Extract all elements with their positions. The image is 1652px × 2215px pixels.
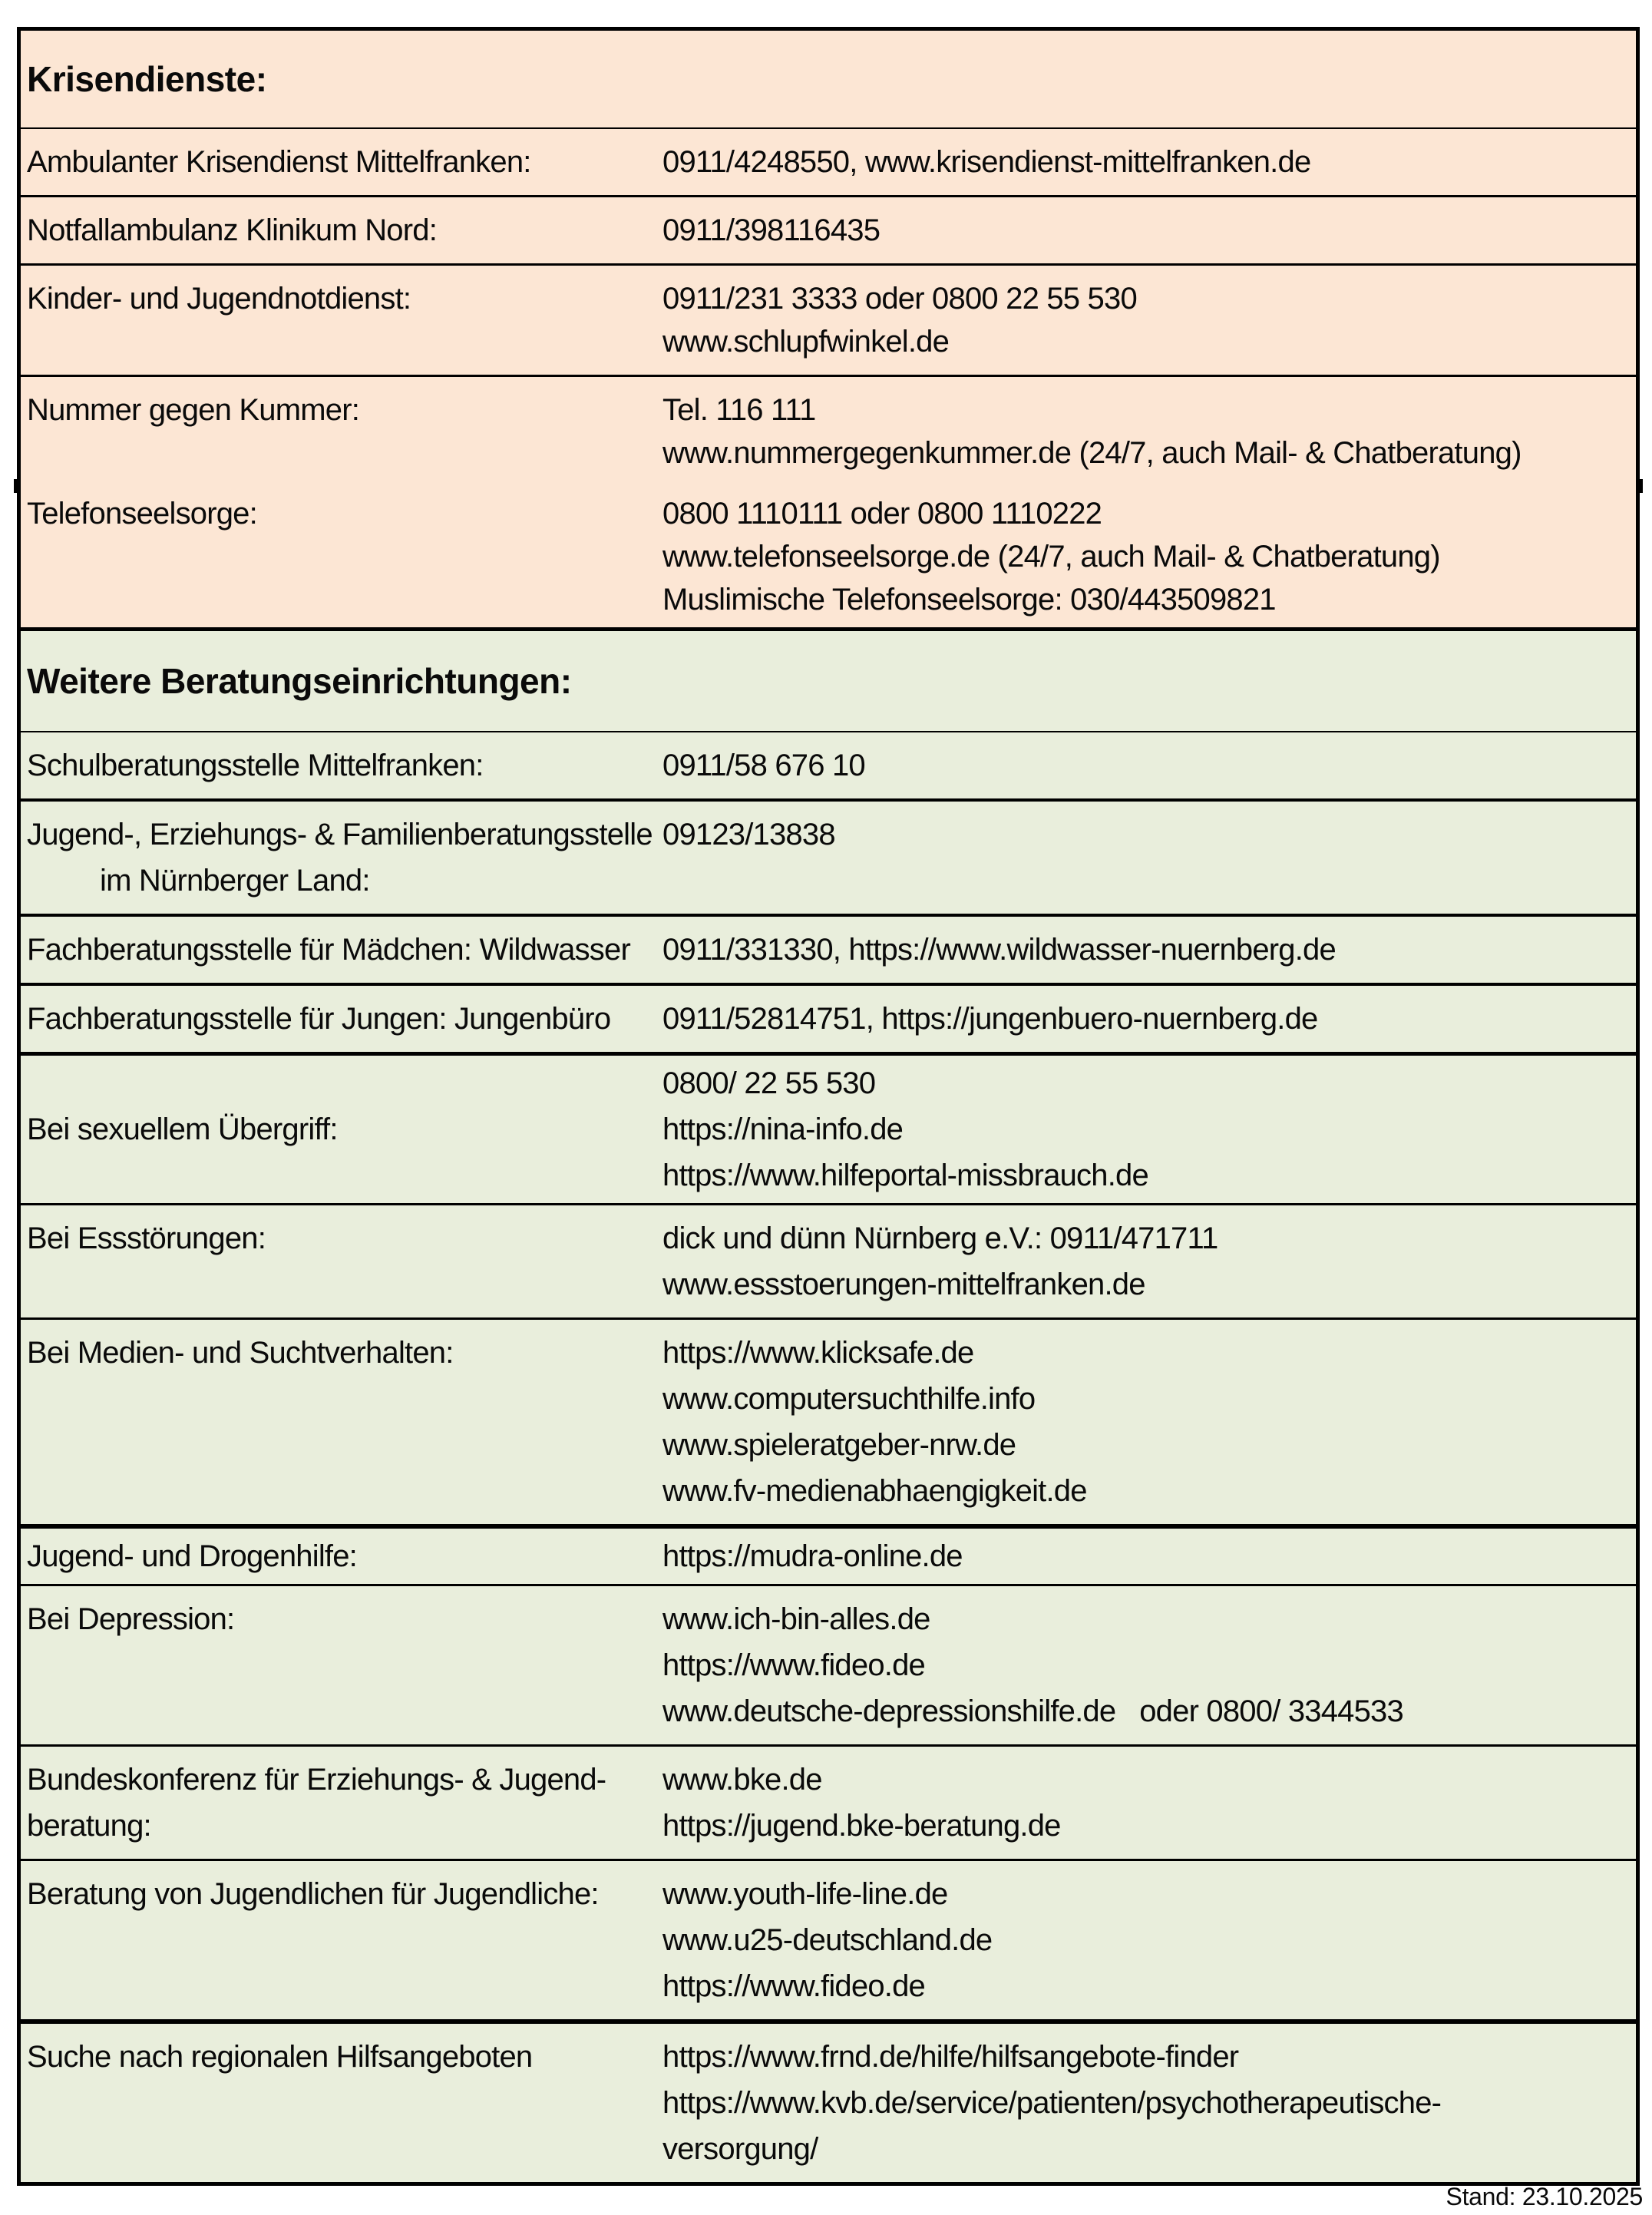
row-label [25,492,661,621]
row-label-line: Jugend- und Drogenhilfe: [27,1539,357,1573]
row-label-line: Bei Essstörungen: [27,1222,266,1255]
row-value-line: 09123/13838 [662,818,835,851]
row-value-line: Muslimische Telefonseelsorge: 030/443509821 [662,583,1276,617]
row-value-line: https://www.klicksafe.de [662,1336,974,1370]
row-label [25,2034,661,2172]
row-label-line: Beratung von Jugendlichen für Jugendliche: [27,1877,599,1911]
row-value [661,927,1628,973]
section-title: Krisendienste: [27,59,267,99]
row-value-line: www.telefonseelsorge.de (24/7, auch Mail- & Chatberatung) [662,540,1440,574]
section-header-krisendienste [21,31,1636,129]
row-value-line: 0911/398116435 [662,213,881,247]
row-value [661,492,1628,621]
contacts-table [17,27,1640,2186]
row-value [661,1330,1628,1514]
row-value [661,1871,1628,2009]
row-label-line: Bei Medien- und Suchtverhalten: [27,1336,454,1370]
row-label-line: Notfallambulanz Klinikum Nord: [27,213,438,247]
row-value-line: https://www.hilfeportal-missbrauch.de [662,1159,1148,1192]
row-label-line: Fachberatungsstelle für Mädchen: Wildwasser [27,933,630,967]
row-value-line: https://mudra-online.de [662,1539,963,1573]
row-value [661,742,1628,788]
table-row-jugendliche-fuer-jugendliche [21,1861,1636,2024]
row-value [661,1533,1628,1579]
row-value-line: https://www.kvb.de/service/patienten/psychotherapeutische- [662,2086,1442,2120]
row-value-line: https://jugend.bke-beratung.de [662,1809,1061,1843]
table-row-regionale-hilfsangebote [21,2024,1636,2182]
row-value-line: https://www.fideo.de [662,1648,925,1682]
row-value [661,812,1628,904]
row-value-line: www.schlupfwinkel.de [662,325,950,359]
row-label-line: Nummer gegen Kummer: [27,393,360,427]
row-value-line: www.u25-deutschland.de [662,1923,993,1957]
table-row-sexueller-uebergriff [21,1056,1636,1205]
row-label [25,1106,661,1152]
row-label-line: Bei Depression: [27,1602,235,1636]
row-value-line: www.nummergegenkummer.de (24/7, auch Mail- & Chatberatung) [662,436,1521,470]
table-row-familienberatungsstelle [21,802,1636,917]
row-label-line: beratung: [27,1809,151,1843]
table-row-notfallambulanz [21,197,1636,266]
row-value [661,1060,1628,1198]
row-value [661,277,1628,363]
table-row-bundeskonferenz [21,1747,1636,1861]
table-row-essstoerungen [21,1205,1636,1320]
row-value-line: 0911/4248550, www.krisendienst-mittelfranken.de [662,145,1311,179]
row-value [661,141,1628,183]
row-value-line: www.computersuchthilfe.info [662,1382,1036,1416]
row-label [25,1596,661,1734]
row-label [25,1533,661,1579]
row-label [25,742,661,788]
row-label [25,1757,661,1849]
row-label-line: Schulberatungsstelle Mittelfranken: [27,749,484,782]
row-value [661,996,1628,1042]
row-value-line: 0911/231 3333 oder 0800 22 55 530 [662,282,1137,316]
table-row-telefonseelsorge [21,486,1636,631]
row-value-line: https://nina-info.de [662,1112,904,1146]
row-label-line: Suche nach regionalen Hilfsangeboten [27,2040,533,2074]
row-label-line: Jugend-, Erziehungs- & Familienberatungsstelle [27,818,653,851]
row-label [25,1215,661,1308]
row-label [25,996,661,1042]
row-value-line: versorgung/ [662,2132,818,2166]
row-value [661,2034,1628,2172]
row-label [25,927,661,973]
row-label-line: Fachberatungsstelle für Jungen: Jungenbüro [27,1002,611,1036]
table-row-fachberatung-jungen [21,986,1636,1056]
table-row-kinder-jugendnotdienst [21,266,1636,377]
document-sheet [17,27,1643,2210]
table-row-depression [21,1586,1636,1747]
row-value [661,388,1628,474]
row-label [25,388,661,474]
row-value-line: https://www.fideo.de [662,1969,925,2003]
row-value [661,1757,1628,1849]
row-value-line: www.spieleratgeber-nrw.de [662,1428,1016,1462]
row-value-line: www.fv-medienabhaengigkeit.de [662,1474,1087,1508]
table-row-ambulanter-krisendienst [21,129,1636,197]
row-label [25,1871,661,2009]
row-value-line: 0800/ 22 55 530 [662,1066,876,1100]
row-label-line: Ambulanter Krisendienst Mittelfranken: [27,145,531,179]
row-value [661,1596,1628,1734]
row-value [661,209,1628,252]
row-value-line: www.bke.de [662,1763,822,1797]
row-value-line: dick und dünn Nürnberg e.V.: 0911/471711 [662,1222,1218,1255]
row-value-line: https://www.frnd.de/hilfe/hilfsangebote-finder [662,2040,1239,2074]
row-value [661,1215,1628,1308]
table-row-medien-suchtverhalten [21,1320,1636,1529]
row-value-line: www.essstoerungen-mittelfranken.de [662,1268,1145,1301]
row-label-line: Bei sexuellem Übergriff: [27,1112,338,1146]
row-value-line: Tel. 116 111 [662,393,816,427]
document-date-stamp: Stand: 23.10.2025 [1446,2183,1643,2210]
row-value-line: www.ich-bin-alles.de [662,1602,930,1636]
row-value-line: www.deutsche-depressionshilfe.de oder 0800/ 3344533 [662,1694,1403,1728]
row-label-line: Bundeskonferenz für Erziehungs- & Jugend- [27,1763,606,1797]
table-row-nummer-gegen-kummer [21,377,1636,486]
row-label [25,812,661,904]
row-label-line: im Nürnberger Land: [100,864,370,898]
section-title: Weitere Beratungseinrichtungen: [27,661,572,701]
row-label-line: Telefonseelsorge: [27,497,257,531]
row-value-line: www.youth-life-line.de [662,1877,948,1911]
row-value-line: 0911/331330, https://www.wildwasser-nuernberg.de [662,933,1336,967]
section-weitere-beratungseinrichtungen [21,631,1636,2182]
section-krisendienste [21,31,1636,631]
row-label [25,1330,661,1514]
table-row-schulberatungsstelle [21,732,1636,802]
row-label-line: Kinder- und Jugendnotdienst: [27,282,411,316]
row-value-line: 0911/52814751, https://jungenbuero-nuernberg.de [662,1002,1318,1036]
table-row-jugend-drogenhilfe [21,1529,1636,1586]
row-label [25,277,661,363]
row-label [25,209,661,252]
row-value-line: 0800 1110111 oder 0800 1110222 [662,497,1102,531]
section-header-weitere-beratungseinrichtungen [21,631,1636,732]
row-label [25,141,661,183]
table-row-fachberatung-maedchen [21,917,1636,986]
row-value-line: 0911/58 676 10 [662,749,865,782]
